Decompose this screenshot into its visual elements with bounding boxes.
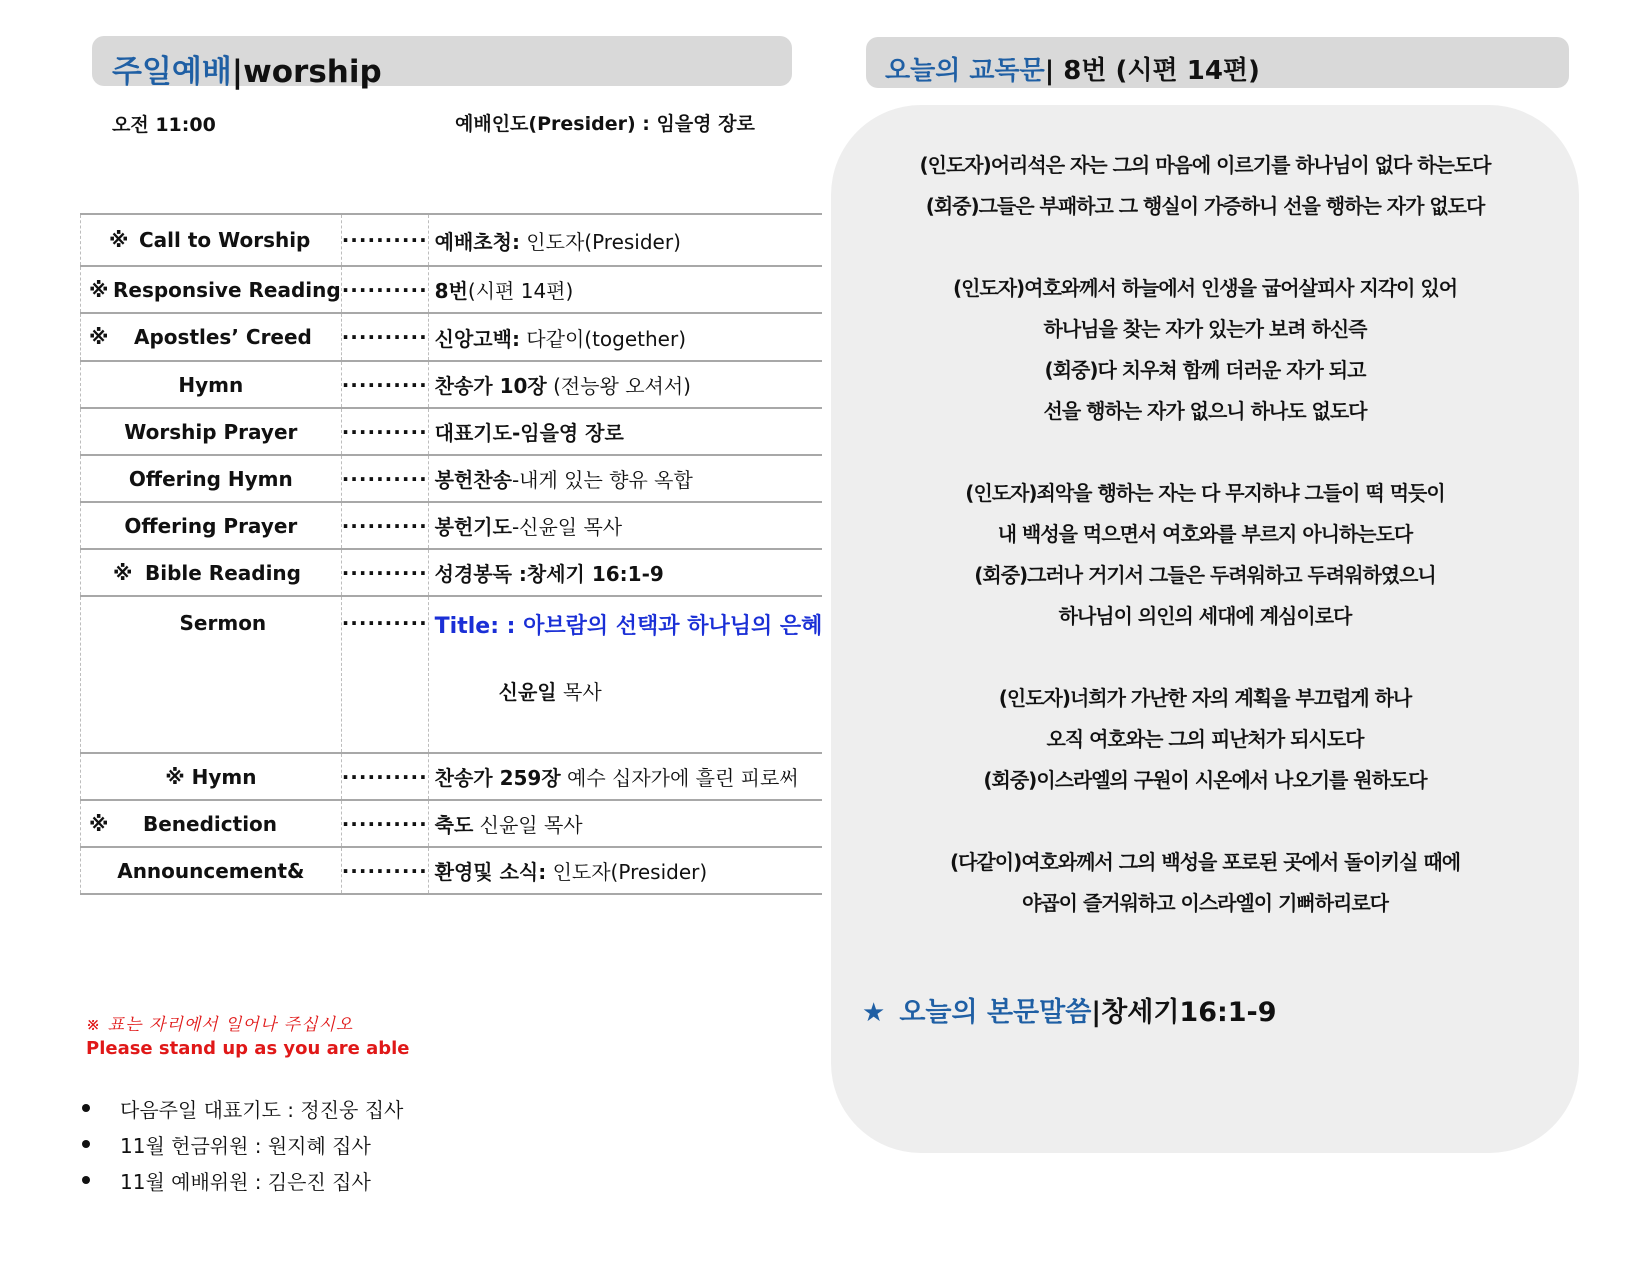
announcement-list (80, 1090, 403, 1198)
order-dots: ·········· (341, 596, 428, 753)
reading-line (831, 801, 1579, 842)
reading-line: (회중)이스라엘의 구원이 시온에서 나오기를 원하도다 (983, 768, 1427, 792)
order-row (81, 361, 823, 408)
order-label: Hymn (81, 361, 342, 408)
order-row (81, 800, 823, 847)
bullet-icon (82, 1104, 90, 1112)
presider: 예배인도(Presider) : 임을영 장로 (455, 113, 755, 135)
order-content: 신앙고백: 다같이(together) (428, 313, 822, 361)
reading-line: 내 백성을 먹으면서 여호와를 부르지 아니하는도다 (997, 522, 1413, 546)
order-label: ※ Apostles’ Creed (81, 313, 342, 361)
order-content: 축도 신윤일 목사 (428, 800, 822, 847)
order-label: ※ Responsive Reading (81, 266, 342, 313)
order-content: 찬송가 10장 (전능왕 오셔서) (428, 361, 822, 408)
reading-line: (회중)다 치우쳐 함께 더러운 자가 되고 (1044, 358, 1366, 382)
order-row (81, 549, 823, 596)
reading-line: (인도자)너희가 가난한 자의 계획을 부끄럽게 하나 (998, 686, 1412, 710)
order-label: Offering Prayer (81, 502, 342, 549)
worship-title (112, 46, 382, 91)
reading-line: (인도자)어리석은 자는 그의 마음에 이르기를 하나님이 없다 하는도다 (919, 153, 1491, 177)
order-dots: ·········· (341, 847, 428, 894)
reading-line: 하나님을 찾는 자가 있는가 보려 하신즉 (1043, 317, 1367, 341)
order-dots: ·········· (341, 266, 428, 313)
reading-line: 하나님이 의인의 세대에 계심이로다 (1058, 604, 1352, 628)
reading-line: (인도자)죄악을 행하는 자는 다 무지하냐 그들이 떡 먹듯이 (965, 481, 1445, 505)
order-content: 8번(시편 14편) (428, 266, 822, 313)
order-label: Worship Prayer (81, 408, 342, 455)
order-content: 예배초청: 인도자(Presider) (428, 214, 822, 266)
stand-notice-en: Please stand up as you are able (86, 1038, 410, 1059)
order-dots: ·········· (341, 214, 428, 266)
reading-title-rest: | 8번 (시편 14편) (1044, 56, 1260, 86)
sermon-title: Title: : 아브람의 선택과 하나님의 은혜 (434, 614, 823, 639)
order-label: ※ Benediction (81, 800, 342, 847)
reading-line: 야곱이 즐거워하고 이스라엘이 기뻐하리로다 (1022, 891, 1388, 915)
order-row (81, 502, 823, 549)
service-time: 오전 11:00 (112, 114, 216, 136)
order-label: ※ Call to Worship (81, 214, 342, 266)
scripture-label: 오늘의 본문말씀 (899, 997, 1092, 1028)
order-row (81, 847, 823, 894)
order-dots: ·········· (341, 502, 428, 549)
order-row (81, 455, 823, 502)
reading-title-kr: 오늘의 교독문 (885, 56, 1045, 86)
star-icon: ★ (862, 998, 886, 1028)
order-label: Sermon (81, 596, 342, 753)
order-content: 성경봉독 :창세기 16:1-9 (428, 549, 822, 596)
order-dots: ·········· (341, 408, 428, 455)
reading-line: (회중)그들은 부패하고 그 행실이 가증하니 선을 행하는 자가 없도다 (925, 194, 1485, 218)
worship-title-en: worship (243, 54, 382, 90)
reading-line (831, 637, 1579, 678)
order-dots: ·········· (341, 361, 428, 408)
list-item: 다음주일 대표기도 : 정진웅 집사 (80, 1090, 403, 1126)
responsive-reading-text (831, 145, 1579, 924)
order-label: ※ Bible Reading (81, 549, 342, 596)
worship-title-kr: 주일예배 (112, 54, 232, 90)
order-row (81, 266, 823, 313)
worship-title-sep: | (231, 54, 244, 90)
reading-line: 오직 여호와는 그의 피난처가 되시도다 (1046, 727, 1364, 751)
reading-line: (다같이)여호와께서 그의 백성을 포로된 곳에서 돌이키실 때에 (949, 850, 1461, 874)
order-label: ※ Hymn (81, 753, 342, 800)
order-row (81, 753, 823, 800)
reading-line (831, 432, 1579, 473)
order-row (81, 313, 823, 361)
reading-line (831, 227, 1579, 268)
order-label: Announcement& (81, 847, 342, 894)
todays-scripture (862, 990, 1277, 1029)
scripture-ref: |창세기16:1-9 (1091, 997, 1277, 1028)
stand-notice-kr: ※ 표는 자리에서 일어나 주십시오 (86, 1015, 354, 1035)
order-row (81, 408, 823, 455)
order-dots: ·········· (341, 753, 428, 800)
order-content (428, 596, 822, 753)
bullet-icon (82, 1140, 90, 1148)
bullet-icon (82, 1176, 90, 1184)
list-item: 11월 헌금위원 : 원지혜 집사 (80, 1126, 403, 1162)
order-dots: ·········· (341, 313, 428, 361)
order-content: 대표기도-임을영 장로 (428, 408, 822, 455)
sermon-row (81, 596, 823, 753)
list-item: 11월 예배위원 : 김은진 집사 (80, 1162, 403, 1198)
order-content: 찬송가 259장 예수 십자가에 흘린 피로써 (428, 753, 822, 800)
reading-title (885, 50, 1260, 87)
order-label: Offering Hymn (81, 455, 342, 502)
order-content: 환영및 소식: 인도자(Presider) (428, 847, 822, 894)
order-content: 봉헌기도-신윤일 목사 (428, 502, 822, 549)
order-dots: ·········· (341, 800, 428, 847)
order-content: 봉헌찬송-내게 있는 향유 옥합 (428, 455, 822, 502)
order-row (81, 214, 823, 266)
reading-line: 선을 행하는 자가 없으니 하나도 없도다 (1043, 399, 1367, 423)
order-dots: ·········· (341, 455, 428, 502)
reading-line: (회중)그러나 거기서 그들은 두려워하고 두려워하였으니 (974, 563, 1436, 587)
order-of-service (80, 213, 822, 895)
sermon-preacher: 신윤일 목사 (498, 680, 602, 704)
order-dots: ·········· (341, 549, 428, 596)
reading-line: (인도자)여호와께서 하늘에서 인생을 굽어살피사 지각이 있어 (952, 276, 1458, 300)
